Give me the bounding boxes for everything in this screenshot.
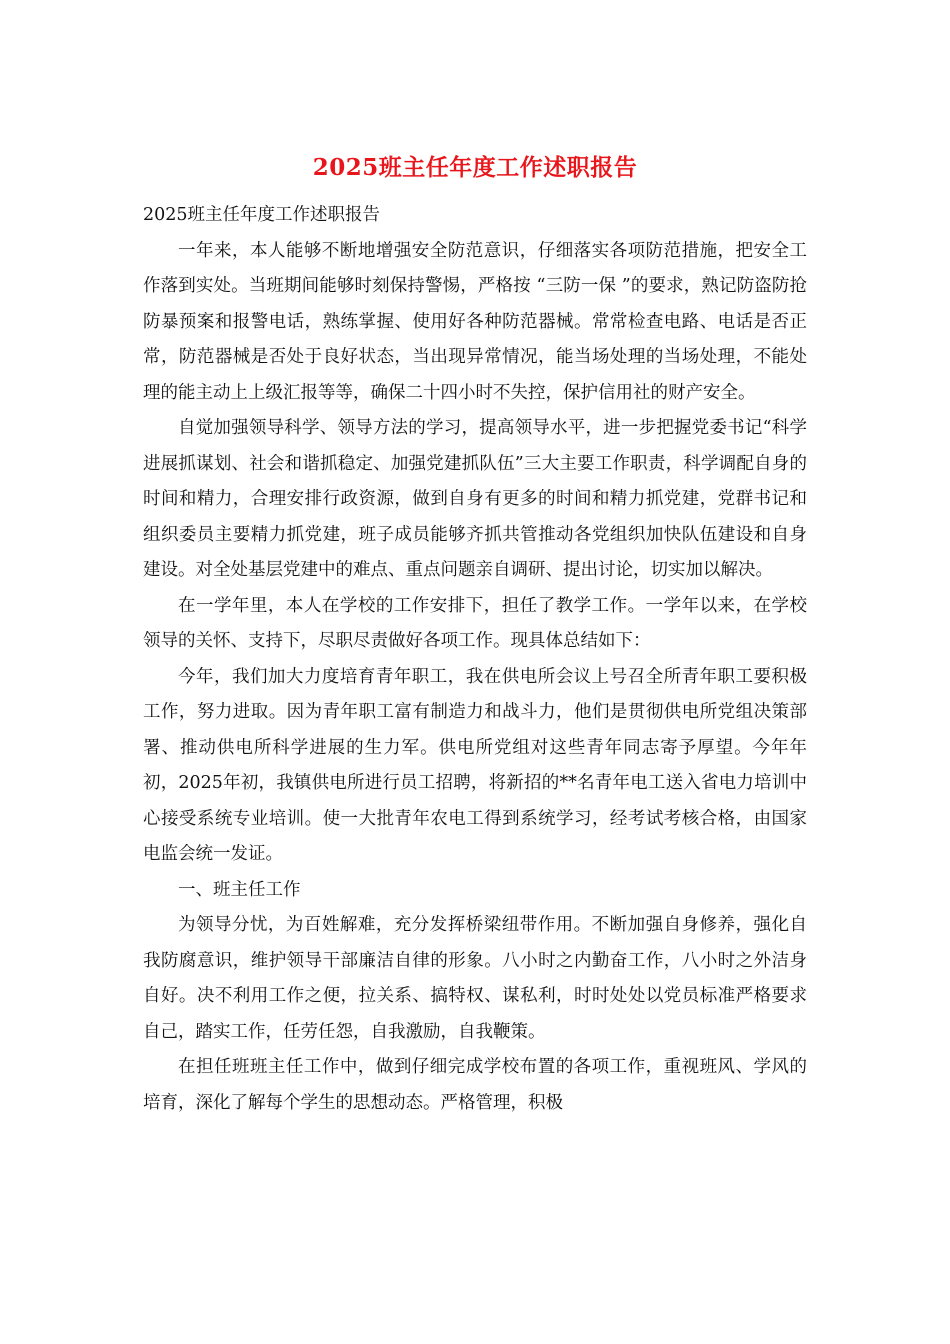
document-body	[143, 198, 807, 1121]
paragraph: 自觉加强领导科学、领导方法的学习，提高领导水平，进一步把握党委书记“科学进展抓谋划、社会和谐抓稳定、加强党建抓队伍”三大主要工作职责，科学调配自身的时间和精力，合理安排行政资源，做到自身有更多的时间和精力抓党建，党群书记和组织委员主要精力抓党建，班子成员能够齐抓共管推动各党组织加快队伍建设和自身建设。对全处基层党建中的难点、重点问题亲自调研、提出讨论，切实加以解决。	[143, 418, 807, 580]
document-title: 2025班主任年度工作述职报告	[312, 154, 638, 181]
paragraph: 今年，我们加大力度培育青年职工，我在供电所会议上号召全所青年职工要积极工作，努力进取。因为青年职工富有制造力和战斗力，他们是贯彻供电所党组决策部署、推动供电所科学进展的生力军。供电所党组对这些青年同志寄予厚望。今年年初，2025年初，我镇供电所进行员工招聘，将新招的**名青年电工送入省电力培训中心接受系统专业培训。使一大批青年农电工得到系统学习，经考试考核合格，由国家电监会统一发证。	[143, 666, 807, 864]
paragraph: 在一学年里，本人在学校的工作安排下，担任了教学工作。一学年以来，在学校领导的关怀、支持下，尽职尽责做好各项工作。现具体总结如下：	[143, 595, 807, 651]
document-subtitle: 2025班主任年度工作述职报告	[143, 205, 381, 225]
paragraph: 一年来，本人能够不断地增强安全防范意识，仔细落实各项防范措施，把安全工作落到实处。当班期间能够时刻保持警惕，严格按 “三防一保 ”的要求，熟记防盗防抢防暴预案和报警电话，熟练掌握、使用好各种防范器械。常常检查电路、电话是否正常，防范器械是否处于良好状态，当出现异常情况，能当场处理的当场处理，不能处理的能主动上上级汇报等等，确保二十四小时不失控，保护信用社的财产安全。	[143, 240, 807, 403]
paragraph: 在担任班班主任工作中，做到仔细完成学校布置的各项工作，重视班风、学风的培育，深化了解每个学生的思想动态。严格管理，积极	[143, 1057, 807, 1113]
paragraph: 为领导分忧，为百姓解难，充分发挥桥梁纽带作用。不断加强自身修养，强化自我防腐意识，维护领导干部廉洁自律的形象。八小时之内勤奋工作，八小时之外洁身自好。决不利用工作之便，拉关系、搞特权、谋私利，时时处处以党员标准严格要求自己，踏实工作，任劳任怨，自我激励，自我鞭策。	[143, 915, 807, 1042]
section-heading: 一、班主任工作	[178, 879, 301, 900]
